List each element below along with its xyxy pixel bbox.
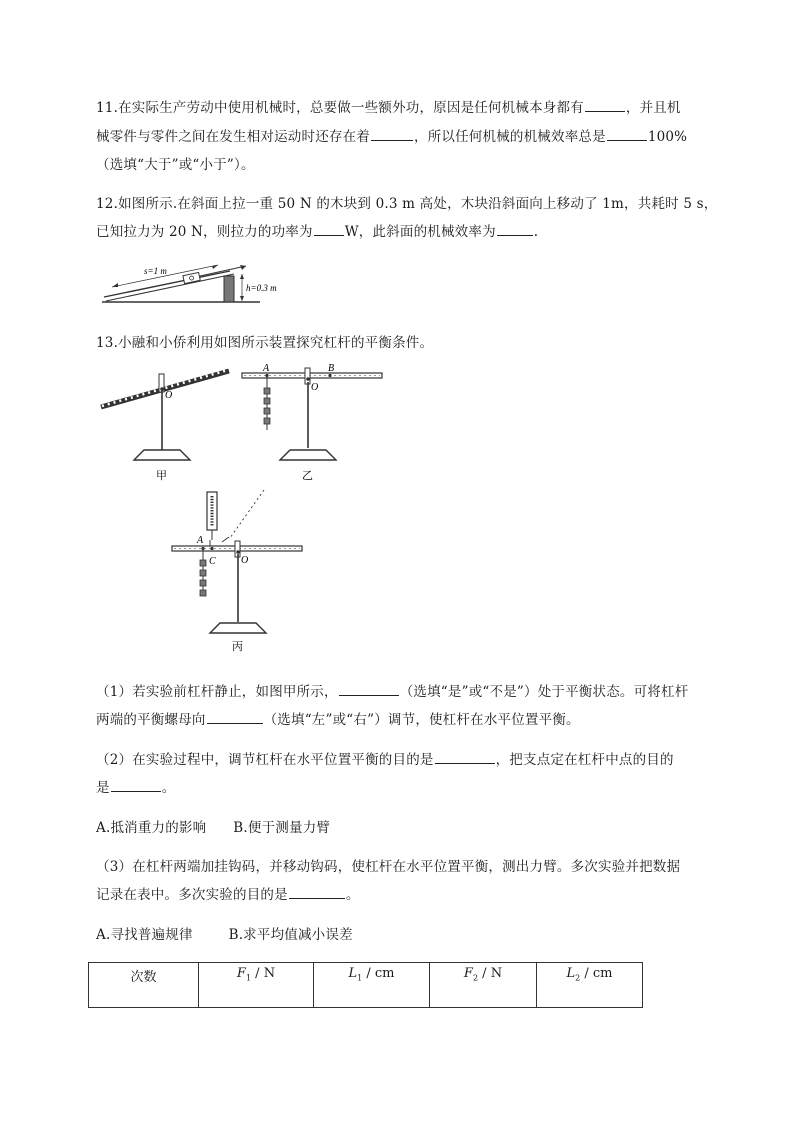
point-B xyxy=(328,374,331,377)
q13-text: （2）在实验过程中，调节杠杆在水平位置平衡的目的是 xyxy=(96,752,434,768)
header-cell-l1: $L_1$ / cm xyxy=(314,963,430,1008)
q13-text: 。 xyxy=(345,887,360,903)
q13-text: 记录在表中。多次实验的目的是 xyxy=(96,887,288,903)
q11-text: ，并且机 xyxy=(625,100,681,116)
pivot-point xyxy=(306,377,310,381)
q12-text: 12.如图所示.在斜面上拉一重 50 N 的木块到 0.3 m 高处，木块沿斜面向上移动了 1m，共耗时 5 s， xyxy=(96,196,718,212)
incline-support-block xyxy=(224,276,234,302)
q13-p2-options xyxy=(96,816,330,836)
h-arrow-up-icon xyxy=(240,274,244,279)
q13-blank-purpose-2[interactable] xyxy=(111,778,161,792)
q13-p3-line-1 xyxy=(96,855,680,875)
q12-text: . xyxy=(533,224,539,240)
q12-text: 已知拉力为 20 N，则拉力的功率为 xyxy=(96,224,313,240)
q11-text: 100% xyxy=(647,129,688,145)
q11-text: 11.在实际生产劳动中使用机械时，总要做一些额外功，原因是任何机械本身都有 xyxy=(96,100,584,116)
q11-blank-2[interactable] xyxy=(371,127,413,141)
incline-figure xyxy=(100,254,290,308)
h-label: h=0.3 m xyxy=(246,283,277,293)
q12-line-2 xyxy=(96,220,538,240)
q13-blank-direction[interactable] xyxy=(207,710,263,724)
q11-line-2 xyxy=(96,125,687,145)
figure-yi xyxy=(236,364,386,486)
stand-base xyxy=(210,623,266,633)
header-cell-l2: $L_2$ / cm xyxy=(537,963,643,1008)
incline-surface xyxy=(104,271,230,297)
q12-blank-efficiency[interactable] xyxy=(497,222,533,236)
q11-line-3 xyxy=(96,153,255,173)
point-A xyxy=(201,547,204,550)
q11-line-1 xyxy=(96,96,681,116)
label-A: A xyxy=(263,364,270,374)
s-arrow-left-icon xyxy=(112,283,118,287)
label-O: O xyxy=(165,390,173,401)
q13-p2-line-1 xyxy=(96,748,674,768)
stand-base xyxy=(280,450,336,460)
q11-blank-3[interactable] xyxy=(607,127,647,141)
angle-mark xyxy=(222,537,229,542)
q13-text: 13.小融和小侨利用如图所示装置探究杠杆的平衡条件。 xyxy=(96,335,434,351)
label-C: C xyxy=(209,556,216,567)
q13-text: （1）若实验前杠杆静止，如图甲所示， xyxy=(96,684,338,700)
q13-p1-line-1 xyxy=(96,680,688,700)
label-B: B xyxy=(328,364,335,374)
q12-blank-power[interactable] xyxy=(314,222,344,236)
q11-text: ，所以任何机械的机械效率总是 xyxy=(414,129,606,145)
q11-blank-1[interactable] xyxy=(585,98,625,112)
lever-bracket xyxy=(305,368,310,384)
q13-text: （3）在杠杆两端加挂钩码，并移动钩码，使杠杆在水平位置平衡，测出力臂。多次实验并把数据 xyxy=(96,859,681,875)
label-A: A xyxy=(197,535,204,546)
q13-text: ，把支点定在杠杆中点的目的 xyxy=(495,752,674,768)
header-cell-trial: 次数 xyxy=(89,963,199,1008)
table-header-row xyxy=(89,963,643,1008)
s-arrow-right-icon xyxy=(212,265,218,269)
caption-bing: 丙 xyxy=(232,640,243,653)
q13-text: （选填“是”或“不是”）处于平衡状态。可将杠杆 xyxy=(399,684,689,700)
pivot-point xyxy=(160,387,164,391)
header-cell-f2: $F_2$ / N xyxy=(430,963,537,1008)
caption-yi: 乙 xyxy=(302,469,313,482)
figure-bing xyxy=(166,490,316,656)
point-C xyxy=(210,547,213,550)
q13-p3-options xyxy=(96,923,353,943)
label-O: O xyxy=(241,555,249,566)
q12-line-1 xyxy=(96,192,717,212)
q13-p1-line-2 xyxy=(96,708,580,728)
spring-scale xyxy=(207,492,217,540)
caption-jia: 甲 xyxy=(156,469,167,482)
q13-options-text: A.抵消重力的影响 B.便于测量力臂 xyxy=(96,820,331,836)
q13-blank-purpose-1[interactable] xyxy=(435,750,495,764)
hook-weights xyxy=(264,377,270,430)
q13-blank-purpose-3[interactable] xyxy=(289,885,345,899)
q13-intro xyxy=(96,331,433,351)
q13-p3-line-2 xyxy=(96,883,360,903)
figure-jia xyxy=(96,364,236,486)
pivot-point xyxy=(236,550,240,554)
q13-blank-balance[interactable] xyxy=(339,682,399,696)
q13-p2-line-2 xyxy=(96,776,175,796)
stand-base xyxy=(134,450,190,460)
h-arrow-down-icon xyxy=(240,296,244,301)
q13-text: 。 xyxy=(161,780,176,796)
q13-text: 两端的平衡螺母向 xyxy=(96,712,206,728)
q13-text: 是 xyxy=(96,780,110,796)
q13-options-text: A.寻找普遍规律 B.求平均值减小误差 xyxy=(96,927,353,943)
incline-surface-edge xyxy=(106,274,234,301)
data-table xyxy=(88,962,643,1008)
label-O: O xyxy=(311,382,319,393)
point-A xyxy=(265,374,268,377)
q11-text: 械零件与零件之间在发生相对运动时还存在着 xyxy=(96,129,370,145)
q11-text: （选填“大于”或“小于”）。 xyxy=(96,157,255,173)
s-label: s=1 m xyxy=(144,266,167,276)
header-cell-f1: $F_1$ / N xyxy=(199,963,314,1008)
q12-text: W，此斜面的机械效率为 xyxy=(344,224,496,240)
hook-weights xyxy=(200,550,206,596)
dashed-line xyxy=(230,490,264,538)
q13-text: （选填“左”或“右”）调节，使杠杆在水平位置平衡。 xyxy=(263,712,580,728)
